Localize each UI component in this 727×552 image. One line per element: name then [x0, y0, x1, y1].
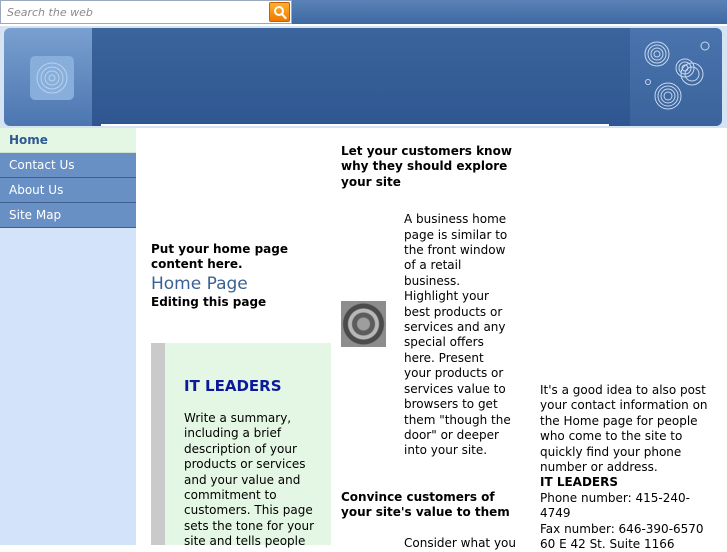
- header-banner: [0, 26, 727, 128]
- intro-column: [151, 242, 331, 310]
- concentric-circles-icon: [30, 56, 74, 100]
- banner-left-panel: [4, 28, 92, 126]
- editing-heading: Editing this page: [151, 295, 267, 309]
- contact-fax: Fax number: 646-390-6570: [540, 521, 704, 536]
- summary-heading: IT LEADERS: [184, 377, 282, 395]
- page-title: Home Page: [151, 274, 248, 294]
- contact-address: 60 E 42 St. Suite 1166: [540, 537, 675, 552]
- put-content-text: Put your home page content here.: [151, 242, 288, 271]
- banner-divider: [101, 124, 609, 126]
- contact-paragraph: It's a good idea to also post your contact information on the Home page for people who come to the site to quickly find your phone number or address.: [540, 383, 708, 475]
- nav-item-contact-us[interactable]: Contact Us: [0, 153, 136, 178]
- search-input[interactable]: [3, 3, 273, 21]
- convince-paragraph: Consider what you: [404, 535, 517, 550]
- sidebar: [0, 128, 136, 545]
- search-button[interactable]: [269, 2, 290, 22]
- nav-item-home[interactable]: Home: [0, 128, 136, 153]
- search-box: [0, 0, 292, 24]
- explore-heading: Let your customers know why they should explore your site: [341, 144, 512, 189]
- contact-column: [540, 383, 720, 552]
- nav-item-about-us[interactable]: About Us: [0, 178, 136, 203]
- banner-main-panel: [92, 28, 630, 126]
- magnifier-icon: [273, 5, 287, 20]
- gear-photo-icon: [341, 301, 386, 347]
- contact-company: IT LEADERS: [540, 475, 618, 490]
- contact-phone: Phone number: 415-240-4749: [540, 490, 690, 521]
- summary-text: Write a summary, including a brief description of your products or services and your value and commitment to customers. This page sets the tone for your site and tells people: [184, 411, 315, 549]
- bubbles-icon: [630, 28, 722, 126]
- nav-item-site-map[interactable]: Site Map: [0, 203, 136, 228]
- middle-column: [341, 144, 519, 551]
- convince-heading: Convince customers of your site's value to them: [341, 489, 510, 520]
- explore-paragraph: A business home page is similar to the front window of a retail business. Highlight your best products or services and any special offers here. Present your products or services value to browsers to get them "though the door" or deeper into your site.: [404, 212, 511, 458]
- top-bar: [0, 0, 727, 24]
- summary-box: [151, 343, 331, 549]
